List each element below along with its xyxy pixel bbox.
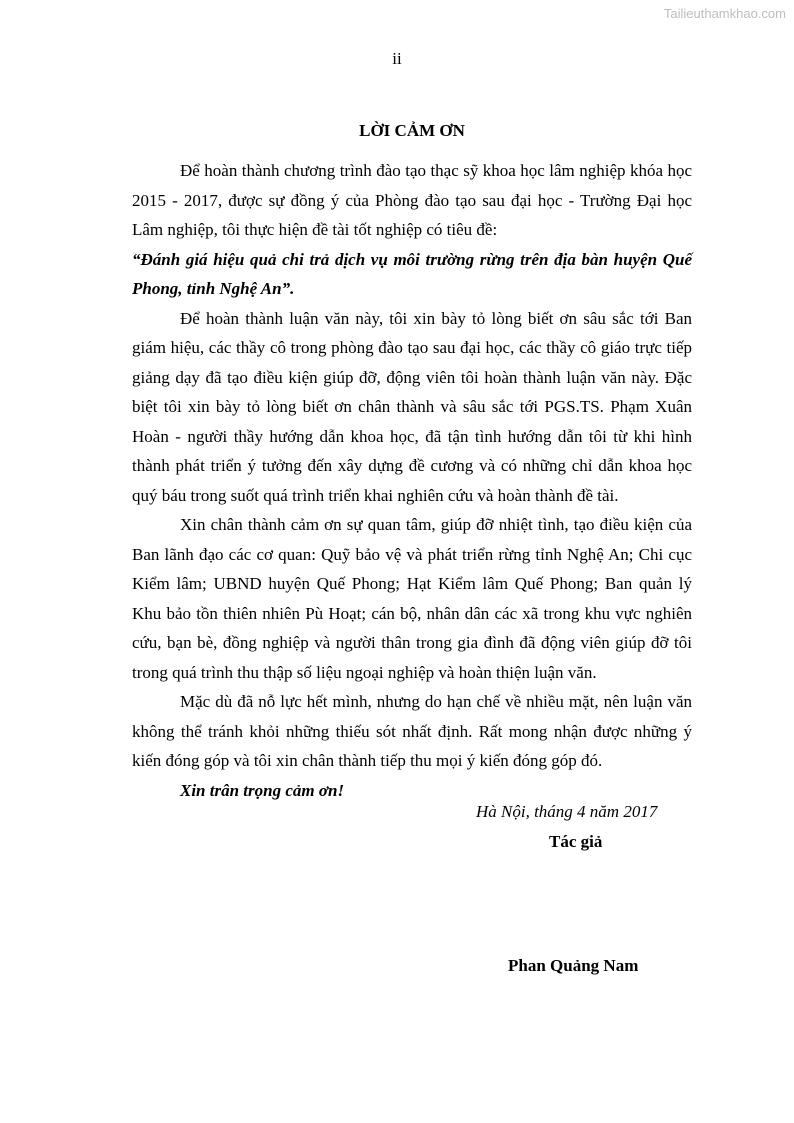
author-name: Phan Quảng Nam [508, 956, 639, 975]
author-label: Tác giả [549, 832, 603, 851]
closing-line: Xin trân trọng cảm ơn! [180, 780, 345, 800]
document-title: LỜI CẢM ƠN [359, 121, 465, 140]
thanks-agencies-paragraph: Xin chân thành cảm ơn sự quan tâm, giúp đỡ nhiệt tình, tạo điều kiện của Ban lãnh đạo các cơ quan: Quỹ bảo vệ và phát triển rừng tỉnh Nghệ An; Chi cục Kiểm lâm; UBND huyện Quế Phong; Hạt Kiểm lâm Quế Phong; Ban quản lý Khu bảo tồn thiên nhiên Pù Hoạt; cán bộ, nhân dân các xã trong khu vực nghiên cứu, bạn bè, đồng nghiệp và người thân trong gia đình đã động viên giúp đỡ tôi trong quá trình thu thập số liệu ngoại nghiệp và hoàn thiện luận văn. [132, 515, 692, 682]
acknowledgement-body [132, 156, 692, 805]
thanks-school-paragraph: Để hoàn thành luận văn này, tôi xin bày tỏ lòng biết ơn sâu sắc tới Ban giám hiệu, các thầy cô trong phòng đào tạo sau đại học, các thầy cô giáo trực tiếp giảng dạy đã tạo điều kiện giúp đỡ, động viên tôi hoàn thành luận văn này. Đặc biệt tôi xin bày tỏ lòng biết ơn chân thành và sâu sắc tới PGS.TS. Phạm Xuân Hoàn - người thầy hướng dẫn khoa học, đã tận tình hướng dẫn tôi từ khi hình thành phát triển ý tưởng đến xây dựng đề cương và có những chỉ dẫn khoa học quý báu trong suốt quá trình triển khai nghiên cứu và hoàn thành đề tài. [132, 308, 692, 505]
place-date: Hà Nội, tháng 4 năm 2017 [476, 802, 658, 821]
page-number: ii [392, 49, 402, 68]
intro-paragraph: Để hoàn thành chương trình đào tạo thạc sỹ khoa học lâm nghiệp khóa học 2015 - 2017, được sự đồng ý của Phòng đào tạo sau đại học - Trường Đại học Lâm nghiệp, tôi thực hiện đề tài tốt nghiệp có tiêu đề: [132, 161, 692, 239]
limitations-paragraph: Mặc dù đã nỗ lực hết mình, nhưng do hạn chế về nhiều mặt, nên luận văn không thể tránh khỏi những thiếu sót nhất định. Rất mong nhận được những ý kiến đóng góp và tôi xin chân thành tiếp thu mọi ý kiến đóng góp đó. [132, 692, 692, 770]
watermark-text: Tailieuthamkhao.com [663, 6, 786, 21]
thesis-title: “Đánh giá hiệu quả chi trả dịch vụ môi trường rừng trên địa bàn huyện Quế Phong, tỉnh Nghệ An”. [132, 249, 692, 298]
